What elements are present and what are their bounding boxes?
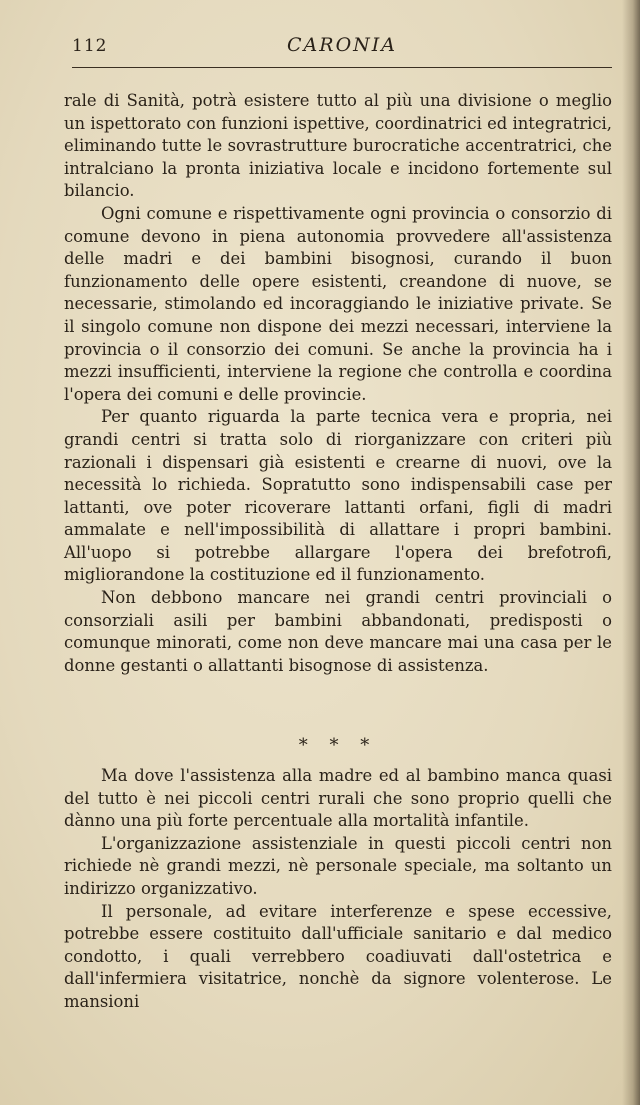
paragraph: L'organizzazione assistenziale in questi piccoli centri non richiede nè grandi mezzi, nè personale speciale, ma soltanto un indirizzo organizzativo. — [64, 833, 612, 898]
paragraph: Il personale, ad evitare interferenze e spese eccessive, potrebbe essere costituito dall'ufficiale sanitario e dal medico condotto, i quali verrebbero coadiuvati dall'ostetrica e dall'infermiera visitatrice, nonchè da signore volenterose. Le mansioni — [64, 901, 612, 1011]
page-header — [72, 34, 612, 64]
paragraph: Ma dove l'assistenza alla madre ed al bambino manca quasi del tutto è nei piccoli centri rurali che sono proprio quelli che dànno una più forte percentuale alla mortalità infantile. — [64, 766, 612, 831]
section-separator: * * * — [298, 735, 378, 756]
body-text — [64, 90, 612, 677]
page-number: 112 — [72, 36, 108, 56]
paragraph: Per quanto riguarda la parte tecnica vera e propria, nei grandi centri si tratta solo di riorganizzare con criteri più razionali i dispensari già esistenti e crearne di nuovi, ove la necessità lo richieda. Sopratutto sono indispensabili case per lattanti, ove poter ricoverare lattanti orfani, figli di madri ammalate e nell'impossibilità di allattare i propri bambini. All'uopo si potrebbe allargare l'opera dei brefotrofi, migliorandone la costituzione ed il funzionamento. — [64, 407, 612, 585]
header-rule — [72, 67, 612, 68]
paragraph: Non debbono mancare nei grandi centri provinciali o consorziali asili per bambini abbandonati, predisposti o comunque minorati, come non deve mancare mai una casa per le donne gestanti o allattanti bisognose di assistenza. — [64, 588, 612, 675]
paragraph-continued: rale di Sanità, potrà esistere tutto al più una divisione o meglio un ispettorato con funzioni ispettive, coordinatrici ed integratrici, eliminando tutte le sovrastrutture burocratiche accentratrici, che intralciano la pronta iniziativa locale e incidono fortemente sul bilancio. — [64, 91, 612, 201]
running-head: CARONIA — [287, 34, 397, 56]
body-text-continued — [64, 765, 612, 1014]
paragraph: Ogni comune e rispettivamente ogni provincia o consorzio di comune devono in piena autonomia provvedere all'assistenza delle madri e dei bambini bisognosi, curando il buon funzionamento delle opere esistenti, creandone di nuove, se necessarie, stimolando ed incoraggiando le iniziative private. Se il singolo comune non dispone dei mezzi necessari, interviene la provincia o il consorzio dei comuni. Se anche la provincia ha i mezzi insufficienti, interviene la regione che controlla e coordina l'opera dei comuni e delle provincie. — [64, 203, 612, 404]
page-edge-shadow — [622, 0, 640, 1105]
